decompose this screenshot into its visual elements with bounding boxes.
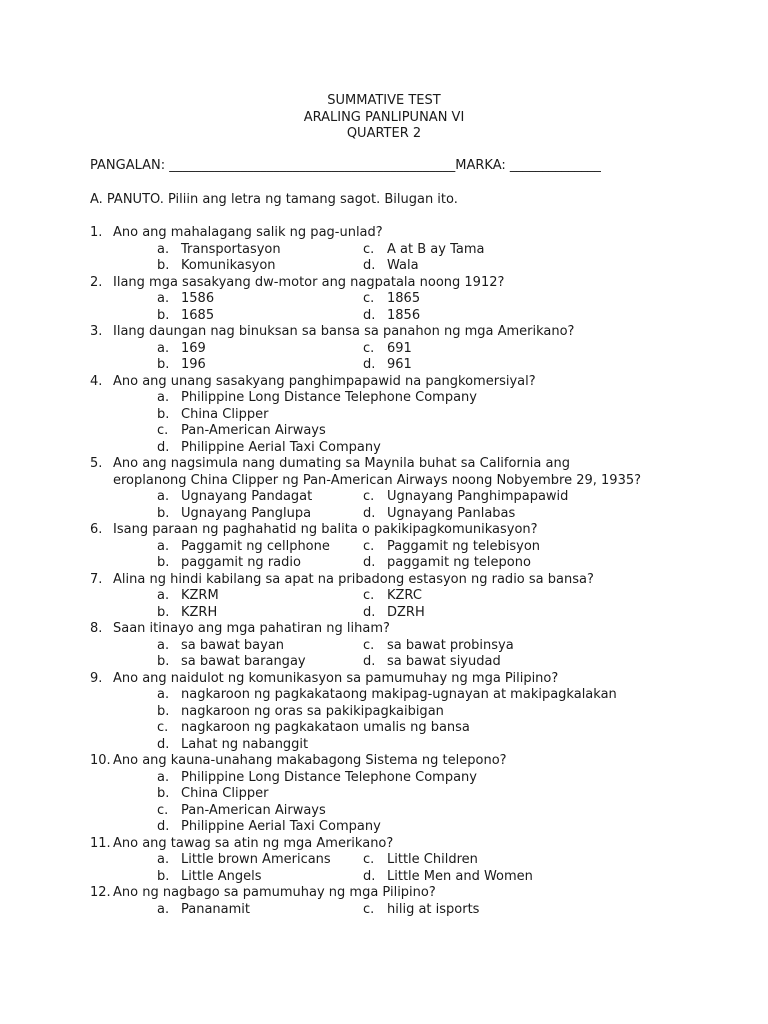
choice-row bbox=[157, 242, 750, 259]
choice-letter: c. bbox=[157, 720, 169, 735]
answer-choice bbox=[157, 770, 477, 787]
question-item bbox=[90, 885, 750, 918]
choice-letter: a. bbox=[157, 588, 170, 603]
choice-letter: c. bbox=[363, 489, 375, 504]
question-line bbox=[90, 572, 750, 589]
choice-text: sa bawat barangay bbox=[181, 654, 306, 669]
choice-text: 1865 bbox=[387, 291, 421, 306]
question-line bbox=[90, 374, 750, 391]
answer-choice bbox=[157, 605, 363, 622]
answer-choice bbox=[157, 720, 470, 737]
question-number: 9. bbox=[90, 670, 103, 686]
choice-row bbox=[157, 704, 750, 721]
choice-row bbox=[157, 341, 750, 358]
question-text: Ano ang kauna-unahang makabagong Sistema ng telepono? bbox=[113, 753, 507, 768]
choice-letter: b. bbox=[157, 654, 170, 669]
answer-choice bbox=[157, 819, 381, 836]
answer-choice bbox=[157, 687, 617, 704]
choice-row bbox=[157, 390, 750, 407]
answer-choice bbox=[157, 291, 363, 308]
choice-group bbox=[90, 291, 750, 324]
choice-row bbox=[157, 869, 750, 886]
answer-choice bbox=[157, 539, 363, 556]
answer-choice bbox=[157, 390, 477, 407]
answer-choice bbox=[157, 407, 268, 424]
choice-text: KZRM bbox=[181, 588, 219, 603]
choice-text: 1586 bbox=[181, 291, 215, 306]
choice-row bbox=[157, 539, 750, 556]
choice-text: Ugnayang Panlabas bbox=[387, 505, 516, 521]
choice-letter: d. bbox=[157, 819, 170, 834]
choice-text: Ugnayang Panglupa bbox=[181, 505, 312, 521]
choice-letter: d. bbox=[363, 357, 376, 372]
choice-row bbox=[157, 819, 750, 836]
choice-text: 1685 bbox=[181, 307, 215, 323]
answer-choice bbox=[157, 737, 308, 754]
choice-text: China Clipper bbox=[181, 786, 269, 801]
choice-row bbox=[157, 720, 750, 737]
choice-letter: d. bbox=[363, 258, 376, 273]
choice-text: A at B ay Tama bbox=[387, 241, 485, 257]
choice-letter: d. bbox=[363, 604, 376, 620]
choice-letter: b. bbox=[157, 357, 170, 372]
choice-text: Philippine Long Distance Telephone Company bbox=[181, 390, 477, 405]
question-number: 7. bbox=[90, 571, 103, 587]
choice-text: Lahat ng nabanggit bbox=[181, 736, 309, 752]
choice-text: Ugnayang Pandagat bbox=[181, 489, 313, 504]
choice-text: paggamit ng telepono bbox=[387, 555, 531, 570]
choice-text: China Clipper bbox=[181, 406, 269, 422]
choice-text: sa bawat siyudad bbox=[387, 654, 501, 669]
choice-text: Pan-American Airways bbox=[181, 802, 326, 818]
question-number: 3. bbox=[90, 324, 103, 339]
choice-group bbox=[90, 341, 750, 374]
question-text: Ano ang nagsimula nang dumating sa Maynila buhat sa California ang bbox=[113, 456, 570, 471]
choice-row bbox=[157, 803, 750, 820]
answer-choice bbox=[157, 555, 363, 572]
answer-choice bbox=[157, 258, 363, 275]
choice-row bbox=[157, 852, 750, 869]
choice-text: Paggamit ng telebisyon bbox=[387, 538, 541, 554]
question-text: Isang paraan ng paghahatid ng balita o pakikipagkomunikasyon? bbox=[113, 522, 538, 537]
choice-letter: a. bbox=[157, 340, 170, 356]
test-header bbox=[0, 93, 768, 143]
question-text: Ano ang mahalagang salik ng pag-unlad? bbox=[113, 225, 383, 240]
answer-choice bbox=[363, 357, 412, 374]
answer-choice bbox=[363, 258, 419, 275]
choice-letter: d. bbox=[363, 307, 376, 323]
answer-choice bbox=[363, 291, 420, 308]
choice-group bbox=[90, 770, 750, 836]
answer-choice bbox=[157, 423, 326, 440]
choice-text: Little Children bbox=[387, 852, 478, 867]
question-text: Ano ang naidulot ng komunikasyon sa pamumuhay ng mga Pilipino? bbox=[113, 670, 559, 686]
question-item bbox=[90, 621, 750, 671]
choice-letter: b. bbox=[157, 604, 170, 620]
choice-text: 169 bbox=[181, 340, 206, 356]
answer-choice bbox=[363, 555, 531, 572]
question-text: Ilang mga sasakyang dw-motor ang nagpatala noong 1912? bbox=[113, 274, 505, 290]
choice-letter: d. bbox=[157, 736, 170, 752]
answer-choice bbox=[157, 654, 363, 671]
choice-letter: c. bbox=[363, 901, 375, 917]
choice-row bbox=[157, 489, 750, 506]
answer-choice bbox=[363, 654, 501, 671]
choice-letter: c. bbox=[363, 291, 375, 306]
answer-choice bbox=[157, 852, 363, 869]
choice-text: Ugnayang Panghimpapawid bbox=[387, 489, 569, 504]
choice-text: Pan-American Airways bbox=[181, 423, 326, 438]
choice-letter: c. bbox=[363, 637, 375, 653]
choice-row bbox=[157, 605, 750, 622]
choice-letter: d. bbox=[157, 439, 170, 455]
choice-row bbox=[157, 654, 750, 671]
choice-row bbox=[157, 357, 750, 374]
answer-choice bbox=[157, 902, 363, 919]
question-line bbox=[90, 522, 750, 539]
choice-text: Philippine Aerial Taxi Company bbox=[181, 819, 381, 834]
choice-group bbox=[90, 489, 750, 522]
choice-text: Transportasyon bbox=[181, 241, 281, 257]
answer-choice bbox=[157, 786, 268, 803]
answer-choice bbox=[363, 588, 422, 605]
choice-letter: a. bbox=[157, 769, 170, 785]
question-item bbox=[90, 374, 750, 457]
choice-text: Pananamit bbox=[181, 901, 251, 917]
instructions: A. PANUTO. Piliin ang letra ng tamang sagot. Bilugan ito. bbox=[90, 192, 458, 207]
choice-text: sa bawat bayan bbox=[181, 637, 285, 653]
choice-letter: d. bbox=[363, 505, 376, 521]
choice-text: 691 bbox=[387, 340, 412, 356]
choice-letter: c. bbox=[363, 241, 375, 257]
choice-text: nagkaroon ng oras sa pakikipagkaibigan bbox=[181, 703, 444, 719]
answer-choice bbox=[363, 539, 540, 556]
question-number: 2. bbox=[90, 274, 103, 290]
answer-choice bbox=[157, 803, 326, 820]
question-item bbox=[90, 836, 750, 886]
choice-row bbox=[157, 423, 750, 440]
choice-letter: a. bbox=[157, 637, 170, 653]
answer-choice bbox=[157, 869, 363, 886]
question-number: 6. bbox=[90, 522, 103, 537]
choice-text: hilig at isports bbox=[387, 901, 480, 917]
choice-letter: c. bbox=[157, 802, 169, 818]
choice-letter: b. bbox=[157, 258, 170, 273]
question-item bbox=[90, 522, 750, 572]
answer-choice bbox=[363, 605, 425, 622]
choice-text: nagkaroon ng pagkakataong makipag-ugnayan at makipagkalakan bbox=[181, 687, 617, 702]
choice-letter: b. bbox=[157, 307, 170, 323]
choice-text: Little Men and Women bbox=[387, 868, 533, 884]
choice-letter: b. bbox=[157, 868, 170, 884]
choice-text: paggamit ng radio bbox=[181, 555, 301, 570]
choice-row bbox=[157, 902, 750, 919]
choice-letter: a. bbox=[157, 291, 170, 306]
answer-choice bbox=[157, 242, 363, 259]
choice-text: Komunikasyon bbox=[181, 258, 276, 273]
question-text-continued: eroplanong China Clipper ng Pan-American Airways noong Nobyembre 29, 1935? bbox=[113, 472, 642, 488]
subject-title: ARALING PANLIPUNAN VI bbox=[303, 109, 465, 125]
choice-letter: b. bbox=[157, 703, 170, 719]
answer-choice bbox=[363, 341, 412, 358]
choice-letter: a. bbox=[157, 489, 170, 504]
choice-letter: b. bbox=[157, 505, 170, 521]
question-line bbox=[90, 225, 750, 242]
question-item bbox=[90, 275, 750, 325]
choice-row bbox=[157, 770, 750, 787]
question-text: Ano ang unang sasakyang panghimpapawid na pangkomersiyal? bbox=[113, 373, 536, 389]
question-line bbox=[90, 621, 750, 638]
question-line bbox=[90, 671, 750, 688]
choice-letter: d. bbox=[363, 868, 376, 884]
question-item bbox=[90, 456, 750, 522]
choice-text: Little Angels bbox=[181, 868, 262, 884]
choice-group bbox=[90, 242, 750, 275]
answer-choice bbox=[157, 341, 363, 358]
choice-row bbox=[157, 737, 750, 754]
choice-text: KZRH bbox=[181, 604, 218, 620]
question-line bbox=[90, 456, 750, 473]
answer-choice bbox=[363, 489, 568, 506]
choice-text: Little brown Americans bbox=[181, 852, 331, 867]
choice-text: Philippine Long Distance Telephone Company bbox=[181, 769, 477, 785]
answer-choice bbox=[157, 489, 363, 506]
choice-letter: b. bbox=[157, 406, 170, 422]
question-text: Ano ang tawag sa atin ng mga Amerikano? bbox=[113, 835, 394, 851]
answer-choice bbox=[363, 242, 484, 259]
answer-choice bbox=[363, 308, 420, 325]
choice-row bbox=[157, 291, 750, 308]
question-item bbox=[90, 225, 750, 275]
choice-text: 961 bbox=[387, 357, 412, 372]
answer-choice bbox=[157, 357, 363, 374]
question-number: 10. bbox=[90, 753, 111, 768]
question-list bbox=[90, 225, 750, 918]
question-number: 12. bbox=[90, 885, 111, 900]
choice-letter: c. bbox=[363, 588, 375, 603]
choice-letter: a. bbox=[157, 390, 170, 405]
choice-group bbox=[90, 539, 750, 572]
choice-row bbox=[157, 687, 750, 704]
choice-group bbox=[90, 687, 750, 753]
question-item bbox=[90, 753, 750, 836]
choice-row bbox=[157, 407, 750, 424]
question-text: Saan itinayo ang mga pahatiran ng liham? bbox=[113, 621, 390, 636]
choice-letter: c. bbox=[363, 852, 375, 867]
question-line bbox=[90, 275, 750, 292]
question-number: 8. bbox=[90, 621, 103, 636]
answer-choice bbox=[157, 440, 381, 457]
choice-group bbox=[90, 390, 750, 456]
choice-text: DZRH bbox=[387, 604, 425, 620]
choice-letter: a. bbox=[157, 687, 170, 702]
choice-text: sa bawat probinsya bbox=[387, 637, 514, 653]
question-item bbox=[90, 324, 750, 374]
choice-group bbox=[90, 638, 750, 671]
choice-letter: d. bbox=[363, 555, 376, 570]
choice-letter: a. bbox=[157, 241, 170, 257]
choice-text: nagkaroon ng pagkakataon umalis ng bansa bbox=[181, 720, 470, 735]
question-line bbox=[90, 324, 750, 341]
choice-letter: d. bbox=[363, 654, 376, 669]
answer-choice bbox=[363, 852, 478, 869]
choice-row bbox=[157, 506, 750, 523]
question-item bbox=[90, 671, 750, 754]
answer-choice bbox=[363, 506, 515, 523]
choice-group bbox=[90, 902, 750, 919]
question-number: 5. bbox=[90, 456, 103, 471]
answer-choice bbox=[363, 638, 514, 655]
choice-letter: c. bbox=[363, 538, 375, 554]
answer-choice bbox=[157, 506, 363, 523]
choice-row bbox=[157, 258, 750, 275]
choice-row bbox=[157, 786, 750, 803]
answer-choice bbox=[157, 638, 363, 655]
choice-row bbox=[157, 308, 750, 325]
question-line bbox=[90, 836, 750, 853]
answer-choice bbox=[363, 869, 533, 886]
question-text: Ano ng nagbago sa pamumuhay ng mga Pilipino? bbox=[113, 885, 436, 900]
choice-row bbox=[157, 440, 750, 457]
choice-group bbox=[90, 852, 750, 885]
question-number: 1. bbox=[90, 225, 103, 240]
question-line bbox=[90, 885, 750, 902]
question-number: 11. bbox=[90, 835, 111, 851]
choice-text: Paggamit ng cellphone bbox=[181, 538, 330, 554]
quarter-title: QUARTER 2 bbox=[346, 126, 422, 141]
choice-letter: a. bbox=[157, 901, 170, 917]
choice-text: Wala bbox=[387, 258, 419, 273]
choice-text: 1856 bbox=[387, 307, 421, 323]
question-number: 4. bbox=[90, 373, 103, 389]
choice-text: Philippine Aerial Taxi Company bbox=[181, 439, 381, 455]
choice-text: KZRC bbox=[387, 588, 422, 603]
answer-choice bbox=[363, 902, 479, 919]
answer-choice bbox=[157, 588, 363, 605]
choice-row bbox=[157, 588, 750, 605]
choice-row bbox=[157, 555, 750, 572]
choice-text: 196 bbox=[181, 357, 206, 372]
answer-choice bbox=[157, 308, 363, 325]
choice-letter: c. bbox=[157, 423, 169, 438]
name-score-line: PANGALAN: ____________________________________________MARKA: ______________ bbox=[90, 158, 601, 173]
choice-letter: a. bbox=[157, 538, 170, 554]
choice-letter: b. bbox=[157, 555, 170, 570]
question-line bbox=[90, 753, 750, 770]
question-item bbox=[90, 572, 750, 622]
answer-choice bbox=[157, 704, 444, 721]
choice-letter: b. bbox=[157, 786, 170, 801]
choice-letter: a. bbox=[157, 852, 170, 867]
question-text: Ilang daungan nag binuksan sa bansa sa panahon ng mga Amerikano? bbox=[113, 324, 575, 339]
choice-row bbox=[157, 638, 750, 655]
question-text: Alina ng hindi kabilang sa apat na pribadong estasyon ng radio sa bansa? bbox=[113, 571, 594, 587]
choice-letter: c. bbox=[363, 340, 375, 356]
choice-group bbox=[90, 588, 750, 621]
test-title: SUMMATIVE TEST bbox=[327, 93, 441, 108]
